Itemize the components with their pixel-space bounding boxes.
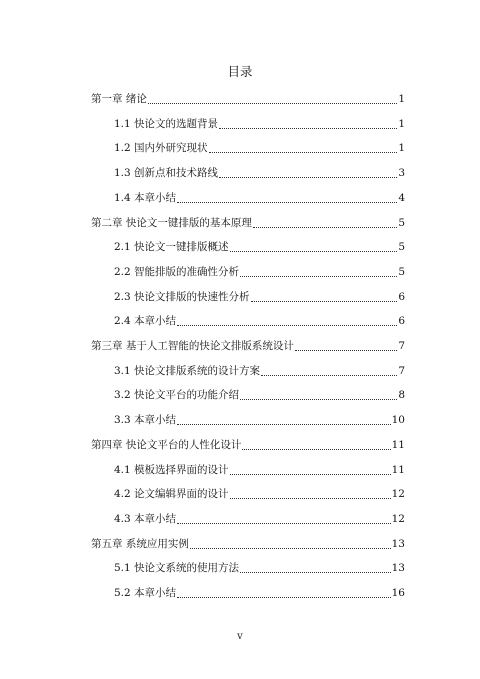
toc-leader-dots xyxy=(177,325,397,326)
toc-entry-page: 13 xyxy=(391,537,405,550)
toc-entry-page: 12 xyxy=(391,512,405,525)
toc-leader-dots xyxy=(295,350,397,351)
toc-entry-page: 3 xyxy=(398,167,405,180)
toc-leader-dots xyxy=(251,301,398,302)
toc-entry-page: 11 xyxy=(391,438,405,451)
toc-leader-dots xyxy=(253,227,397,228)
toc-chapter-entry[interactable] xyxy=(0,333,480,353)
toc-entry-label: 第三章 基于人工智能的快论文排版系统设计 xyxy=(91,340,294,352)
toc-entry-label: 4.3 本章小结 xyxy=(114,512,177,525)
toc-entry-label: 3.2 快论文平台的功能介绍 xyxy=(114,389,240,402)
toc-entry-page: 1 xyxy=(398,142,405,155)
toc-section-entry[interactable] xyxy=(0,407,480,427)
toc-entry-label: 第二章 快论文一键排版的基本原理 xyxy=(91,216,252,229)
toc-entry-page: 6 xyxy=(398,290,405,303)
toc-chapter-entry[interactable] xyxy=(0,432,480,452)
toc-entry-page: 11 xyxy=(391,463,405,476)
toc-entry-label: 2.4 本章小结 xyxy=(114,315,177,328)
toc-leader-dots xyxy=(240,572,391,573)
toc-section-entry[interactable] xyxy=(0,259,480,279)
toc-entry-page: 8 xyxy=(398,389,405,402)
toc-leader-dots xyxy=(240,276,397,277)
toc-entry-label: 4.1 模板选择界面的设计 xyxy=(114,463,229,476)
toc-leader-dots xyxy=(219,177,397,178)
toc-section-entry[interactable] xyxy=(0,308,480,328)
toc-section-entry[interactable] xyxy=(0,457,480,477)
toc-leader-dots xyxy=(230,474,391,475)
toc-entry-page: 1 xyxy=(398,117,405,130)
toc-chapter-entry[interactable] xyxy=(0,210,480,230)
toc-entry-label: 第四章 快论文平台的人性化设计 xyxy=(91,438,242,451)
toc-entry-label: 1.1 快论文的选题背景 xyxy=(114,117,219,130)
toc-entry-page: 16 xyxy=(391,587,405,599)
toc-section-entry[interactable] xyxy=(0,284,480,304)
toc-entry-label: 5.1 快论文系统的使用方法 xyxy=(114,562,240,575)
page-number: v xyxy=(237,631,243,642)
toc-entry-page: 4 xyxy=(398,191,405,204)
toc-leader-dots xyxy=(242,449,390,450)
toc-leader-dots xyxy=(261,375,397,376)
toc-entry-page: 1 xyxy=(398,93,405,105)
toc-section-entry[interactable] xyxy=(0,382,480,402)
toc-section-entry[interactable] xyxy=(0,135,480,155)
toc-leader-dots xyxy=(209,152,398,153)
toc-leader-dots xyxy=(230,498,391,499)
toc-entry-label: 1.2 国内外研究现状 xyxy=(114,142,208,155)
toc-leader-dots xyxy=(230,251,398,252)
toc-entry-page: 13 xyxy=(391,562,405,575)
toc-leader-dots xyxy=(177,597,391,598)
toc-entry-page: 5 xyxy=(398,216,405,229)
toc-entry-label: 1.3 创新点和技术路线 xyxy=(114,167,219,180)
toc-title: 目录 xyxy=(227,64,253,79)
toc-entry-label: 2.3 快论文排版的快速性分析 xyxy=(114,290,250,303)
toc-section-entry[interactable] xyxy=(0,234,480,254)
toc-section-entry[interactable] xyxy=(0,555,480,575)
toc-leader-dots xyxy=(240,399,397,400)
toc-entry-page: 6 xyxy=(398,315,405,328)
toc-section-entry[interactable] xyxy=(0,358,480,378)
toc-entry-page: 10 xyxy=(391,414,405,427)
toc-entry-page: 7 xyxy=(398,340,405,352)
toc-leader-dots xyxy=(177,424,391,425)
toc-entry-page: 12 xyxy=(391,488,405,501)
toc-entry-label: 3.1 快论文排版系统的设计方案 xyxy=(114,364,261,377)
toc-entry-label: 5.2 本章小结 xyxy=(114,587,177,599)
toc-leader-dots xyxy=(177,202,397,203)
toc-chapter-entry[interactable] xyxy=(0,531,480,551)
toc-leader-dots xyxy=(190,548,391,549)
toc-entry-label: 3.3 本章小结 xyxy=(114,414,177,427)
toc-section-entry[interactable] xyxy=(0,481,480,501)
toc-entry-label: 第一章 绪论 xyxy=(91,93,147,105)
toc-leader-dots xyxy=(219,128,397,129)
toc-section-entry[interactable] xyxy=(0,580,480,600)
toc-entry-label: 2.1 快论文一键排版概述 xyxy=(114,241,229,254)
toc-leader-dots xyxy=(177,523,391,524)
toc-entry-page: 5 xyxy=(398,241,405,254)
toc-chapter-entry[interactable] xyxy=(0,86,480,106)
toc-section-entry[interactable] xyxy=(0,111,480,131)
toc-leader-dots xyxy=(148,103,397,104)
toc-section-entry[interactable] xyxy=(0,506,480,526)
toc-entry-label: 4.2 论文编辑界面的设计 xyxy=(114,488,229,501)
toc-entry-label: 第五章 系统应用实例 xyxy=(91,537,189,550)
toc-section-entry[interactable] xyxy=(0,160,480,180)
toc-entry-page: 5 xyxy=(398,265,405,278)
toc-entry-page: 7 xyxy=(398,364,405,377)
toc-entry-label: 2.2 智能排版的准确性分析 xyxy=(114,265,240,278)
toc-section-entry[interactable] xyxy=(0,185,480,205)
toc-entry-label: 1.4 本章小结 xyxy=(114,191,177,204)
